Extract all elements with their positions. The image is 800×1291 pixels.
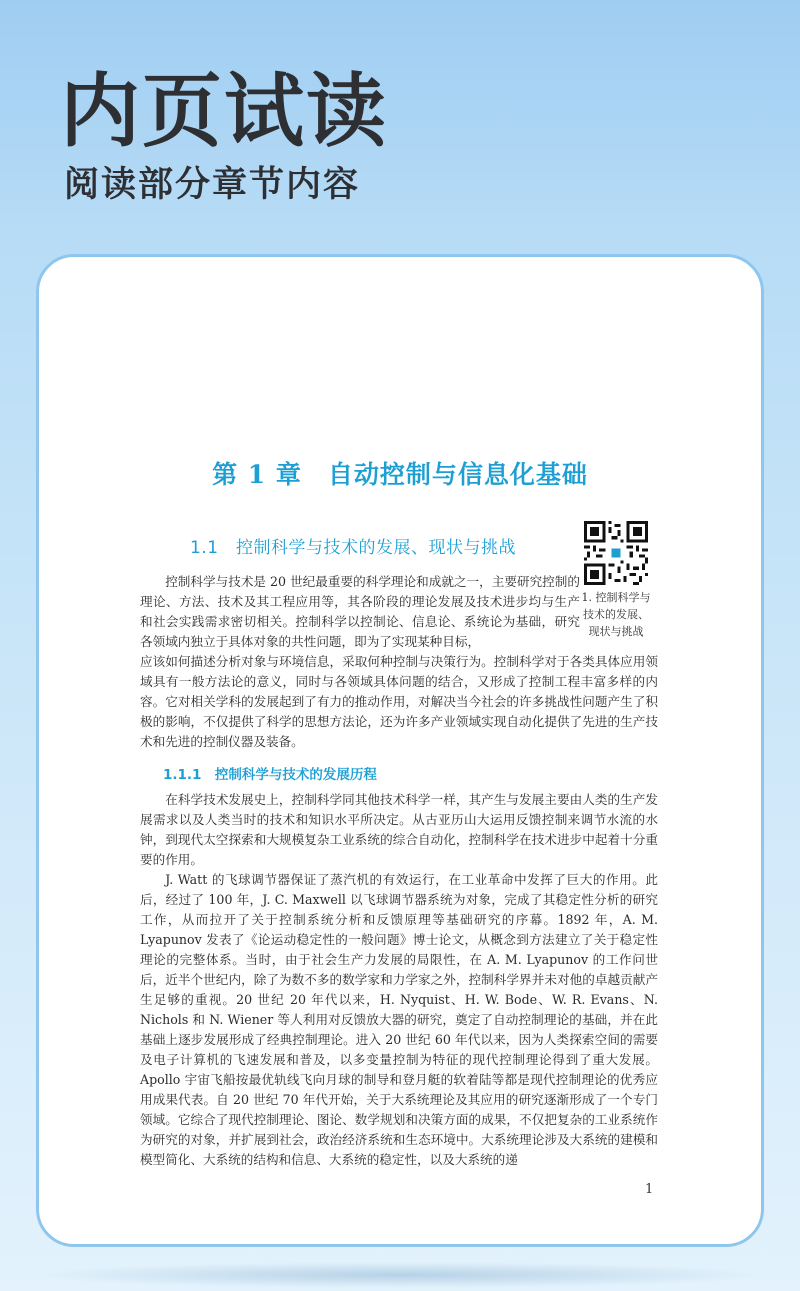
page-number: 1 [645,1182,654,1197]
qr-code-icon[interactable] [584,521,648,585]
paragraph-3: J. Watt 的飞球调节器保证了蒸汽机的有效运行，在工业革命中发挥了巨大的作用。此后，经过了 100 年，J. C. Maxwell 以飞球调节器系统为对象，完成了其稳定性分析的研究工作，从而拉开了关于控制系统分析和反馈原理等基础研究的序幕。1892 年，A. M. Lyapunov 发表了《论运动稳定性的一般问题》博士论文，从概念到方法建立了关于稳定性理论的完整体系。当时，由于社会生产力发展的局限性，在 A. M. Lyapunov 的工作问世后，近半个世纪内，除了为数不多的数学家和力学家之外，控制科学界并未对他的卓越贡献产生足够的重视。20 世纪 20 年代以来，H. Nyquist、H. W. Bode、W. R. Evans、N. Nichols 和 N. Wiener 等人利用对反馈放大器的研究，奠定了自动控制理论的基础，并在此基础上逐步发展形成了经典控制理论。进入 20 世纪 60 年代以来，因为人类探索空间的需要及电子计算机的飞速发展和普及，以多变量控制为特征的现代控制理论得到了重大发展。Apollo 宇宙飞船按最优轨线飞向月球的制导和登月艇的软着陆等都是现代控制理论的优秀应用成果代表。自 20 世纪 70 年代开始，关于大系统理论及其应用的研究逐渐形成了一个专门领域。它综合了现代控制理论、图论、数学规划和决策方面的成果，不仅把复杂的工业系统作为研究的对象，并扩展到社会，政治经济系统和生态环境中。大系统理论涉及大系统的建模和模型简化、大系统的结构和信息、大系统的稳定性，以及大系统的递 [140,872,658,1167]
page-subtitle: 阅读部分章节内容 [64,165,361,205]
section-title: 1.1 控制科学与技术的发展、现状与挑战 [190,538,517,558]
page-title: 内页试读 [60,65,388,158]
subsection-title: 1.1.1 控制科学与技术的发展历程 [163,767,377,783]
paragraph-1b: 应该如何描述分析对象与环境信息，采取何种控制与决策行为。控制科学对于各类具体应用领域具有一般方法论的意义，同时与各领域具体问题的结合，又形成了控制工程丰富多样的内容。它对相关学科的发展起到了有力的推动作用，对解决当今社会的许多挑战性问题产生了积极的影响，不仅提供了科学的思想方法论，还为许多产业领域实现自动化提供了先进的生产技术和先进的控制仪器及装备。 [140,654,658,749]
card-shadow [32,1262,768,1288]
paragraph-2: 在科学技术发展史上，控制科学同其他技术科学一样，其产生与发展主要由人类的生产发展需求以及人类当时的技术和知识水平所决定。从古亚历山大运用反馈控制来调节水流的水钟，到现代太空探索和大规模复杂工业系统的综合自动化，控制科学在技术进步中起着十分重要的作用。 [140,792,658,867]
qr-caption: 1. 控制科学与技术的发展、现状与挑战 [581,591,651,638]
paragraph-1a: 控制科学与技术是 20 世纪最重要的科学理论和成就之一，主要研究控制的理论、方法、技术及其工程应用等，其各阶段的理论发展及技术进步均与生产和社会实践需求密切相关。控制科学以控制论、信息论、系统论为基础，研究各领域内独立于具体对象的共性问题，即为了实现某种目标， [140,574,580,649]
chapter-title: 第 1 章 自动控制与信息化基础 [212,460,588,489]
